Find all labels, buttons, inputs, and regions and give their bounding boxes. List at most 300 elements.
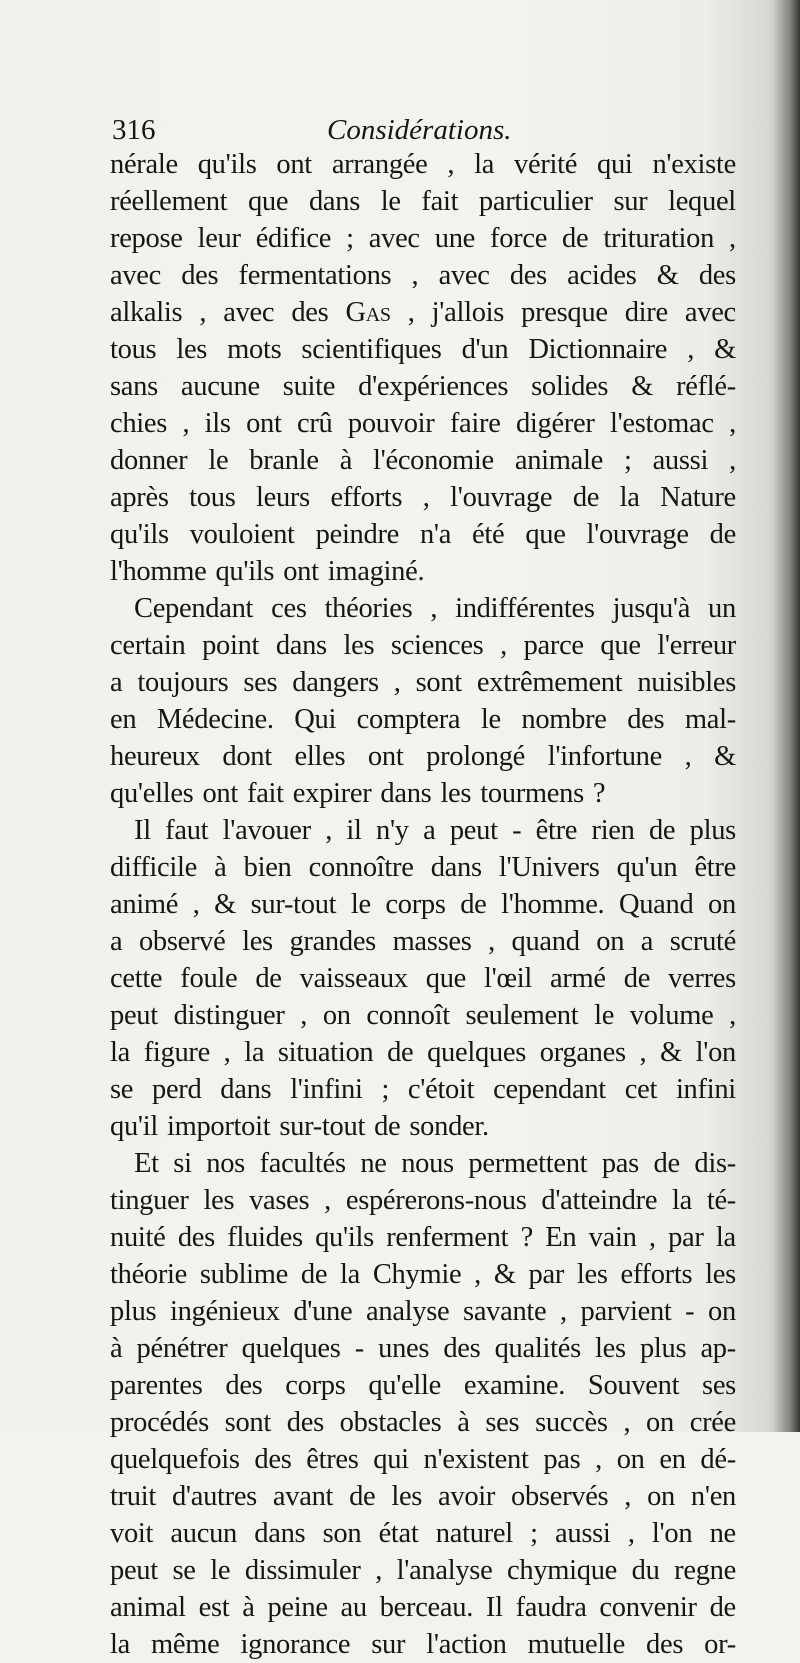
word: elles [294,741,346,772]
word: mutuelle [527,1629,625,1660]
word: , [684,741,692,772]
word: chies [110,408,168,439]
word: ses [243,667,278,698]
word: peut [449,815,498,846]
word: a [423,815,436,846]
word: - [354,1333,364,1364]
word: aucun [170,1518,237,1549]
word: quand [511,926,580,957]
text-line [110,1293,736,1330]
word: qu'elles [110,778,194,809]
text-line [110,923,736,960]
word: cette [110,963,163,994]
word: d'autres [171,1481,257,1512]
word: n'a [419,519,452,550]
word: verres [668,963,736,994]
word: de [562,223,589,254]
text-line [110,368,736,405]
word: l'on [651,1518,693,1549]
word: d'expériences [358,371,509,402]
word: efforts [330,482,403,513]
word: masses [392,926,472,957]
word: dire [624,297,668,328]
word: les [343,630,375,661]
word: point [202,630,260,661]
word: , [729,1000,736,1031]
word: figure [143,1037,210,1068]
word: vain [588,1222,637,1253]
word: extrêmement [476,667,623,698]
word: , [729,223,736,254]
word: té- [706,1185,736,1216]
text-line [110,1367,736,1404]
word: la [715,1222,736,1253]
word: l'infortune [547,741,662,772]
text-line [110,183,736,220]
word: à [457,1407,470,1438]
word: les [391,1481,423,1512]
word: les [705,1259,736,1290]
text-line [110,1404,736,1441]
word: analyse [366,1296,450,1327]
word: sur-tout [279,1111,366,1142]
word: avec [438,260,490,291]
word: indifférentes [455,593,595,624]
word: l'œil [484,963,533,994]
word: d'atteindre [541,1185,658,1216]
text-line [110,886,736,923]
word: le [380,186,401,217]
word: réflé- [676,371,736,402]
text-line [110,590,736,627]
word: presque [521,297,608,328]
word: examine. [463,1370,566,1401]
word: dé- [700,1444,736,1475]
word: nuité [110,1222,166,1253]
word: n'y [376,815,409,846]
word: rien [591,815,635,846]
word: la [340,1259,360,1290]
word: de [349,1481,376,1512]
word: , [422,482,430,513]
word: les [242,926,273,957]
word: n'existent [423,1444,529,1475]
word: que [600,630,641,661]
text-line [110,1330,736,1367]
word: dans [308,186,360,217]
page-header [112,110,732,150]
word: qu'ils [110,519,169,550]
word: les [576,1259,608,1290]
word: un [708,593,736,624]
word: quelques [241,1333,341,1364]
word: la [110,1037,130,1068]
word: , [182,408,190,439]
word: perd [152,1074,202,1105]
word: que [425,963,467,994]
word: on [708,889,736,920]
word: permettent [468,1148,588,1179]
word: on [596,926,625,957]
word: ? [520,1222,533,1253]
word: ? [592,778,606,809]
word: état [378,1518,419,1549]
word: , [192,889,200,920]
text-line [110,664,736,701]
word: les [176,334,208,365]
word: , [623,1407,631,1438]
word: berceau. [379,1592,474,1623]
text-line [110,960,736,997]
word: acides [567,260,637,291]
word: , [325,815,333,846]
text-line [110,1478,736,1515]
word: repose [110,223,183,254]
word: pas [543,1444,581,1475]
word: Il [485,1592,503,1623]
word: qu'ils [215,556,275,587]
word: solides [531,371,609,402]
word: l'infini [290,1074,363,1105]
word: sur [371,1629,406,1660]
word: de [653,1148,680,1179]
word: des [181,260,219,291]
text-line [110,627,736,664]
word: infini [675,1074,736,1105]
word: l'économie [373,445,494,476]
word: , [729,408,736,439]
word: l'ouvrage [450,482,553,513]
word: la [474,149,495,180]
word: , [560,1296,567,1327]
word: peine [267,1592,328,1623]
word: vérité [514,149,578,180]
word: qualités [494,1333,581,1364]
word: la [619,482,640,513]
running-head: Considérations. [327,114,512,146]
word: crû [297,408,333,439]
word: à [214,852,227,883]
word: , [474,1259,481,1290]
word: Et [134,1148,159,1179]
word: ; [346,223,354,254]
word: de [648,815,676,846]
word: crée [689,1407,736,1438]
word: le [210,1555,231,1586]
word: foule [180,963,238,994]
word: on [647,1481,675,1512]
word: se [172,1555,196,1586]
word: Souvent [587,1370,680,1401]
word: l'avouer [222,815,311,846]
word: , [639,1037,647,1068]
word: être [694,852,736,883]
word: sublime [199,1259,289,1290]
word: a [110,667,123,698]
text-line [110,738,736,775]
word: nérale [110,149,178,180]
word: édifice [255,223,332,254]
text-line [110,1441,736,1478]
word: qui [597,149,633,180]
word: à [242,1592,255,1623]
word: des [627,704,665,735]
text-line [110,405,736,442]
word: même [151,1629,220,1660]
word: réellement [110,186,228,217]
word: savante [463,1296,547,1327]
word: observé [138,926,226,957]
word: ; [381,1074,390,1105]
page-number: 316 [112,114,156,146]
text-line [110,1515,736,1552]
word: par [528,1259,565,1290]
word: l'estomac [609,408,714,439]
word: dis- [694,1148,736,1179]
word: aucune [180,371,260,402]
word: sonder. [409,1111,489,1142]
word: de [300,1259,328,1290]
word: qu'un [616,852,678,883]
word: son [322,1518,362,1549]
word: toujours [137,667,229,698]
word: des [443,1333,481,1364]
word: des [698,260,736,291]
text-line [110,1182,736,1219]
word: du [631,1555,660,1586]
word: fermentations [238,260,392,291]
word: force [490,223,548,254]
word: on [646,1407,674,1438]
word: sur-tout [250,889,337,920]
word: Médecine. [156,704,274,735]
word: a [110,926,123,957]
word: importoit [166,1111,271,1142]
word: procédés [110,1407,209,1438]
word: qu'il [110,1111,158,1142]
word: des [286,1407,324,1438]
text-line [110,1071,736,1108]
word: , [624,1481,632,1512]
text-line [110,775,736,812]
word: quelques [427,1037,527,1068]
word: expirer [292,778,372,809]
word: j'allois [431,297,505,328]
word: animale [514,445,603,476]
word: des [225,1370,263,1401]
word: voit [110,1518,154,1549]
word: fait [247,778,284,809]
word: connoître [308,852,414,883]
word: avec [223,297,275,328]
word: de [709,519,736,550]
word: Nature [660,482,736,513]
word: jusqu'à [612,593,691,624]
word: comptera [356,704,461,735]
word: naturel [435,1518,513,1549]
word: sont [415,667,462,698]
word: Cependant [134,593,254,624]
word: donner [110,445,188,476]
word: quelquefois [110,1444,240,1475]
word: suite [282,371,336,402]
word: de [709,1592,736,1623]
word: de [623,963,651,994]
word: la [672,1185,692,1216]
word: on [616,1444,645,1475]
word: armé [550,963,606,994]
word: été [472,519,505,550]
word: il [346,815,362,846]
body-text [110,146,736,1663]
text-line [110,1589,736,1626]
word: Gas [345,297,391,328]
text-line [110,1256,736,1293]
word: corps [385,889,446,920]
word: des [254,1444,292,1475]
word: nos [206,1148,245,1179]
word: à [339,445,353,476]
word: & [660,1037,682,1068]
word: avec [110,260,161,291]
word: par [668,1222,704,1253]
word: au [340,1592,367,1623]
word: être [535,815,578,846]
word: n'existe [652,149,736,180]
text-line [110,1145,736,1182]
word: succès [535,1407,608,1438]
word: dans [275,630,327,661]
word: En [545,1222,577,1253]
word: tourmens [480,778,584,809]
word: pénétrer [136,1333,228,1364]
word: après [110,482,169,513]
text-line [110,442,736,479]
word: que [525,519,566,550]
word: se [110,1074,134,1105]
word: plus [110,1296,157,1327]
word: observés [511,1481,609,1512]
word: dissimuler [244,1555,361,1586]
word: arrangée [331,149,428,180]
word: on [708,1296,736,1327]
word: peut [110,1000,158,1031]
word: , [300,1000,308,1031]
word: qu'ils [315,1222,374,1253]
word: faut [165,815,209,846]
word: dans [254,1518,306,1549]
word: avoir [438,1481,496,1512]
word: avant [272,1481,334,1512]
word: ingénieux [169,1296,280,1327]
word: sans [110,371,158,402]
word: , [687,334,695,365]
word: , [407,297,415,328]
word: c'étoit [407,1074,475,1105]
word: une [434,223,476,254]
word: heureux [110,741,200,772]
word: sont [224,1407,271,1438]
word: aussi [555,1518,611,1549]
word: branle [249,445,319,476]
text-line [110,220,736,257]
word: leur [197,223,241,254]
word: facultés [259,1148,346,1179]
word: & [631,371,654,402]
word: faire [449,408,501,439]
word: de [387,1037,414,1068]
word: espérerons-nous [345,1185,527,1216]
word: convenir [599,1592,697,1623]
word: que [247,186,289,217]
text-line [110,1552,736,1589]
word: certain [110,630,186,661]
word: ces [271,593,307,624]
word: & [714,334,736,365]
word: prolongé [426,741,526,772]
word: , [648,1222,656,1253]
word: avec [368,223,420,254]
word: alkalis [110,297,183,328]
word: sur [613,186,648,217]
word: l'action [426,1629,507,1660]
word: dans [220,1074,272,1105]
word: ses [485,1407,520,1438]
word: ses [702,1370,736,1401]
word: lequel [668,186,736,217]
word: leurs [256,482,310,513]
word: ont [246,408,282,439]
word: avec [684,297,736,328]
word: ont [276,149,312,180]
word: scruté [669,926,736,957]
word: efforts [620,1259,693,1290]
word: l'ouvrage [586,519,689,550]
word: , [411,260,419,291]
word: animé [110,889,179,920]
word: des [177,1222,215,1253]
word: nuisibles [637,667,736,698]
word: l'homme [110,556,207,587]
word: plus [689,815,736,846]
word: le [350,889,371,920]
word: pas [601,1148,639,1179]
word: êtres [306,1444,359,1475]
word: l'analyse [396,1555,493,1586]
word: or- [704,1629,736,1660]
text-line [110,849,736,886]
word: corps [285,1370,346,1401]
word: ; [623,445,632,476]
word: l'Univers [498,852,600,883]
word: , [627,1518,635,1549]
word: n'en [690,1481,736,1512]
word: d'une [293,1296,353,1327]
text-line [110,257,736,294]
word: dangers [292,667,379,698]
word: des [509,260,547,291]
word: - [512,815,522,846]
word: pouvoir [347,408,435,439]
word: faudra [515,1592,587,1623]
word: , [500,630,507,661]
word: d'un [461,334,509,365]
word: imaginé. [327,556,425,587]
word: ; [530,1518,538,1549]
word: dont [222,741,272,772]
word: à [110,1333,123,1364]
word: des [291,297,329,328]
